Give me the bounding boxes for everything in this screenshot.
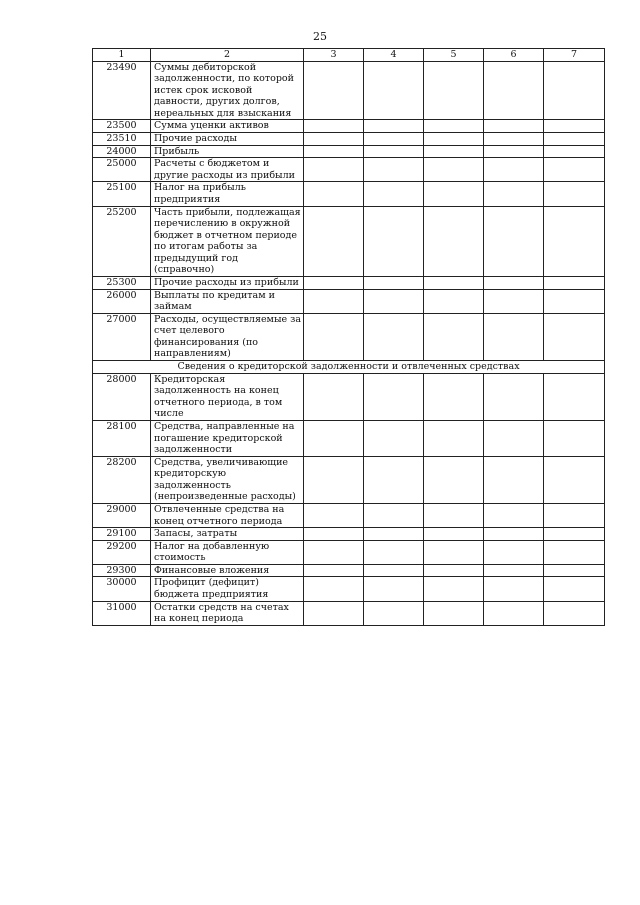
column-header: 1 (93, 49, 151, 62)
row-code: 23500 (93, 120, 151, 133)
row-code: 28000 (93, 373, 151, 420)
value-cell (424, 158, 484, 182)
value-cell (424, 182, 484, 206)
value-cell (364, 133, 424, 146)
value-cell (424, 289, 484, 313)
value-cell (304, 182, 364, 206)
report-table-body (93, 49, 605, 626)
value-cell (424, 601, 484, 625)
value-cell (304, 577, 364, 601)
row-name: Остатки средств на счетах на конец периода (151, 601, 304, 625)
row-name: Кредиторская задолженность на конец отчетного периода, в том числе (151, 373, 304, 420)
value-cell (544, 540, 605, 564)
value-cell (424, 206, 484, 276)
row-code: 23510 (93, 133, 151, 146)
row-name: Расходы, осуществляемые за счет целевого финансирования (по направлениям) (151, 313, 304, 360)
value-cell (484, 206, 544, 276)
table-row (93, 120, 605, 133)
value-cell (304, 373, 364, 420)
value-cell (364, 158, 424, 182)
table-row (93, 503, 605, 527)
row-code: 25100 (93, 182, 151, 206)
row-name: Сумма уценки активов (151, 120, 304, 133)
value-cell (364, 289, 424, 313)
row-code: 27000 (93, 313, 151, 360)
row-name: Прочие расходы (151, 133, 304, 146)
row-name: Запасы, затраты (151, 528, 304, 541)
row-code: 26000 (93, 289, 151, 313)
value-cell (304, 456, 364, 503)
value-cell (364, 503, 424, 527)
row-name: Средства, увеличивающие кредиторскую задолженность (непроизведенные расходы) (151, 456, 304, 503)
value-cell (544, 145, 605, 158)
table-row (93, 564, 605, 577)
value-cell (544, 206, 605, 276)
value-cell (364, 61, 424, 120)
value-cell (544, 120, 605, 133)
table-row (93, 577, 605, 601)
value-cell (424, 420, 484, 456)
table-row (93, 313, 605, 360)
value-cell (544, 158, 605, 182)
value-cell (484, 61, 544, 120)
column-header: 4 (364, 49, 424, 62)
value-cell (304, 313, 364, 360)
row-code: 29100 (93, 528, 151, 541)
table-row (93, 456, 605, 503)
value-cell (364, 313, 424, 360)
value-cell (424, 564, 484, 577)
table-row (93, 601, 605, 625)
row-code: 25200 (93, 206, 151, 276)
row-name: Прибыль (151, 145, 304, 158)
value-cell (364, 601, 424, 625)
row-name: Часть прибыли, подлежащая перечислению в окружной бюджет в отчетном периоде по итогам работы за предыдущий год (справочно) (151, 206, 304, 276)
row-code: 25300 (93, 276, 151, 289)
value-cell (544, 373, 605, 420)
table-row (93, 373, 605, 420)
value-cell (544, 61, 605, 120)
value-cell (544, 276, 605, 289)
row-name: Суммы дебиторской задолженности, по которой истек срок исковой давности, других долгов, нереальных для взыскания (151, 61, 304, 120)
column-header: 3 (304, 49, 364, 62)
row-name: Средства, направленные на погашение кредиторской задолженности (151, 420, 304, 456)
value-cell (424, 528, 484, 541)
row-name: Расчеты с бюджетом и другие расходы из прибыли (151, 158, 304, 182)
row-code: 25000 (93, 158, 151, 182)
row-code: 24000 (93, 145, 151, 158)
value-cell (544, 503, 605, 527)
value-cell (544, 313, 605, 360)
value-cell (544, 182, 605, 206)
value-cell (484, 564, 544, 577)
column-header: 7 (544, 49, 605, 62)
value-cell (424, 120, 484, 133)
value-cell (364, 182, 424, 206)
section-row (93, 361, 605, 374)
value-cell (304, 145, 364, 158)
value-cell (364, 420, 424, 456)
value-cell (484, 420, 544, 456)
value-cell (364, 373, 424, 420)
value-cell (484, 158, 544, 182)
value-cell (364, 540, 424, 564)
value-cell (544, 420, 605, 456)
table-row (93, 420, 605, 456)
row-code: 28200 (93, 456, 151, 503)
row-name: Выплаты по кредитам и займам (151, 289, 304, 313)
row-name: Налог на прибыль предприятия (151, 182, 304, 206)
value-cell (304, 133, 364, 146)
value-cell (304, 564, 364, 577)
value-cell (304, 528, 364, 541)
value-cell (544, 564, 605, 577)
value-cell (424, 577, 484, 601)
value-cell (484, 373, 544, 420)
table-row (93, 145, 605, 158)
table-row (93, 61, 605, 120)
report-table (92, 48, 605, 626)
value-cell (484, 145, 544, 158)
table-row (93, 276, 605, 289)
table-row (93, 158, 605, 182)
value-cell (484, 313, 544, 360)
row-code: 28100 (93, 420, 151, 456)
row-name: Налог на добавленную стоимость (151, 540, 304, 564)
row-code: 23490 (93, 61, 151, 120)
value-cell (484, 182, 544, 206)
value-cell (544, 528, 605, 541)
value-cell (544, 601, 605, 625)
table-row (93, 528, 605, 541)
row-name: Прочие расходы из прибыли (151, 276, 304, 289)
column-header: 5 (424, 49, 484, 62)
value-cell (484, 528, 544, 541)
value-cell (304, 420, 364, 456)
value-cell (424, 313, 484, 360)
value-cell (424, 145, 484, 158)
value-cell (424, 61, 484, 120)
value-cell (304, 206, 364, 276)
column-header: 6 (484, 49, 544, 62)
value-cell (364, 120, 424, 133)
value-cell (304, 158, 364, 182)
value-cell (364, 145, 424, 158)
row-name: Финансовые вложения (151, 564, 304, 577)
table-row (93, 289, 605, 313)
value-cell (364, 577, 424, 601)
value-cell (544, 456, 605, 503)
value-cell (544, 577, 605, 601)
table-row (93, 182, 605, 206)
value-cell (304, 601, 364, 625)
value-cell (304, 276, 364, 289)
value-cell (484, 289, 544, 313)
value-cell (304, 289, 364, 313)
value-cell (364, 564, 424, 577)
value-cell (364, 206, 424, 276)
column-header: 2 (151, 49, 304, 62)
value-cell (484, 601, 544, 625)
value-cell (544, 289, 605, 313)
value-cell (484, 503, 544, 527)
value-cell (484, 577, 544, 601)
value-cell (424, 503, 484, 527)
table-row (93, 540, 605, 564)
row-code: 30000 (93, 577, 151, 601)
row-name: Профицит (дефицит) бюджета предприятия (151, 577, 304, 601)
section-title: Сведения о кредиторской задолженности и отвлеченных средствах (93, 361, 605, 374)
row-code: 29000 (93, 503, 151, 527)
value-cell (484, 456, 544, 503)
row-code: 29200 (93, 540, 151, 564)
value-cell (424, 133, 484, 146)
value-cell (424, 456, 484, 503)
value-cell (364, 276, 424, 289)
value-cell (484, 133, 544, 146)
table-row (93, 133, 605, 146)
value-cell (424, 373, 484, 420)
value-cell (304, 503, 364, 527)
value-cell (424, 540, 484, 564)
value-cell (544, 133, 605, 146)
value-cell (424, 276, 484, 289)
column-header-row (93, 49, 605, 62)
value-cell (364, 456, 424, 503)
row-code: 31000 (93, 601, 151, 625)
value-cell (304, 540, 364, 564)
value-cell (484, 276, 544, 289)
value-cell (484, 540, 544, 564)
table-row (93, 206, 605, 276)
row-name: Отвлеченные средства на конец отчетного периода (151, 503, 304, 527)
row-code: 29300 (93, 564, 151, 577)
value-cell (484, 120, 544, 133)
value-cell (304, 61, 364, 120)
page-number: 25 (313, 30, 327, 43)
value-cell (304, 120, 364, 133)
value-cell (364, 528, 424, 541)
